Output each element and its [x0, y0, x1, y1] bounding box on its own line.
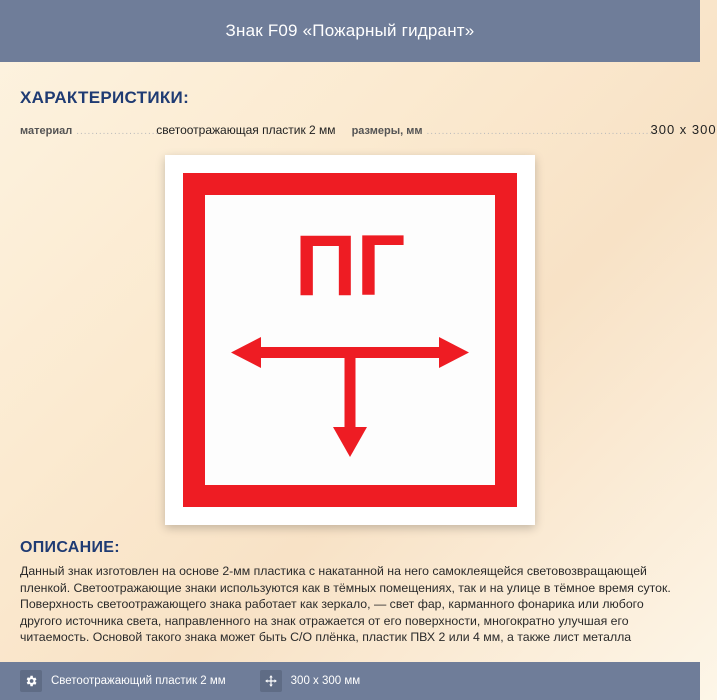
- resize-icon: [260, 670, 282, 692]
- gear-icon: [20, 670, 42, 692]
- sign-graphic: [205, 195, 495, 485]
- page-footer: [0, 662, 700, 700]
- vertical-bar: [345, 352, 356, 429]
- characteristics-row: [20, 122, 717, 137]
- footer-material-item: [20, 670, 226, 692]
- material-value: светоотражающая пластик 2 мм: [156, 123, 336, 137]
- description-text: Данный знак изготовлен на основе 2-мм пластика с накатанной на него самоклеящейся световозвращающей пленкой. Светоотражающие знаки используются как в тёмных помещениях, так и на улице в тёмное время суток. Поверхность светоотражающего знака работает как зеркало, — свет фар, карманного фонарика или любого другого источника света, направленного на знак отражается от его поверхности, многократно улучшая его читаемость. Основой такого знака может быть С/О плёнка, пластик ПВХ 2 или 4 мм, а также лист металла: [20, 564, 671, 644]
- page-header: [0, 0, 700, 62]
- right-arrow-icon: [439, 337, 469, 368]
- left-arrow-icon: [231, 337, 261, 368]
- footer-size-item: [260, 670, 361, 692]
- description-section: [0, 525, 700, 646]
- sign-frame: [165, 155, 535, 525]
- characteristics-title: ХАРАКТЕРИСТИКИ:: [20, 88, 190, 107]
- dot-leader-1: ......................: [76, 126, 160, 137]
- dot-leader-2: .................................................................: [426, 126, 673, 137]
- footer-size-label: 300 x 300 мм: [290, 675, 361, 687]
- characteristics-section: [0, 62, 717, 137]
- material-label: материал: [20, 125, 73, 137]
- size-label: размеры, мм: [351, 125, 423, 137]
- description-title: ОПИСАНИЕ:: [20, 539, 120, 556]
- sign-label-text: ПГ: [294, 218, 406, 314]
- down-arrow-icon: [333, 427, 367, 457]
- sign-inner-border: [183, 173, 517, 507]
- footer-material-label: Светоотражающий пластик 2 мм: [51, 675, 226, 687]
- page-title: Знак F09 «Пожарный гидрант»: [225, 21, 475, 40]
- size-value: 300 x 300: [650, 122, 717, 137]
- sign-image-area: [0, 155, 700, 525]
